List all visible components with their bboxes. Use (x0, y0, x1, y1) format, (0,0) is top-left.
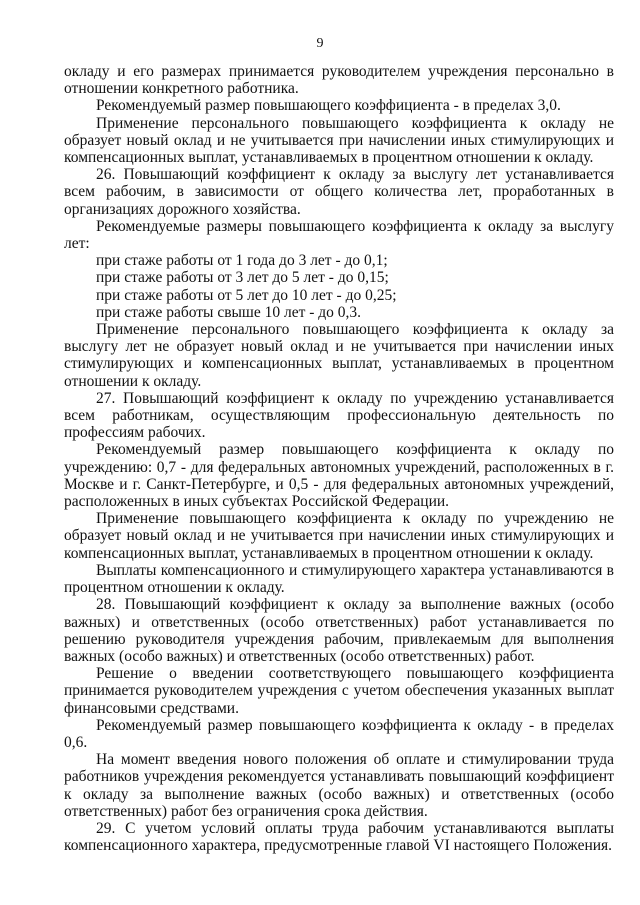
paragraph: Применение персонального повышающего коэффициента к окладу не образует новый оклад и не учитывается при начислении иных стимулирующих и компенсационных выплат, устанавливаемых в процентном отношении к окладу. (64, 114, 614, 167)
paragraph-clause-29: 29. С учетом условий оплаты труда рабочим устанавливаются выплаты компенсационного характера, предусмотренные главой VI настоящего Положения. (64, 819, 614, 855)
list-item-seniority (64, 252, 614, 321)
seniority-rate-4: при стаже работы свыше 10 лет - до 0,3. (96, 303, 362, 321)
paragraph: Рекомендуемый размер повышающего коэффициента к окладу - в пределах 0,6. (64, 716, 614, 751)
paragraph-clause-26: 26. Повышающий коэффициент к окладу за выслугу лет устанавливается всем рабочим, в зависимости от общего количества лет, проработанных в организациях дорожного хозяйства. (64, 166, 614, 218)
paragraph: На момент введения нового положения об оплате и стимулировании труда работников учреждения рекомендуется устанавливать повышающий коэффициент к окладу за выполнение важных (особо важных) и ответственных (особо ответственных) работ без ограничения срока действия. (64, 751, 614, 820)
document-body (64, 63, 614, 854)
paragraph: Рекомендуемый размер повышающего коэффициента к окладу по учреждению: 0,7 - для федеральных автономных учреждений, расположенных в г. Москве и г. Санкт-Петербурге, и 0,5 - для федеральных автономных учреждений, расположенных в иных субъектах Российской Федерации. (64, 441, 614, 511)
paragraph: Рекомендуемые размеры повышающего коэффициента к окладу за выслугу лет: (64, 217, 614, 253)
page-number: 9 (316, 36, 324, 51)
paragraph: Выплаты компенсационного и стимулирующего характера устанавливаются в процентном отношении к окладу. (64, 561, 614, 597)
seniority-rate-2: при стаже работы от 3 лет до 5 лет - до 0,15; (96, 269, 389, 287)
paragraph: Решение о введении соответствующего повышающего коэффициента принимается руководителем учреждения с учетом обеспечения указанных выплат финансовыми средствами. (64, 665, 614, 717)
paragraph: Рекомендуемый размер повышающего коэффициента - в пределах 3,0. (96, 97, 561, 115)
paragraph-continuation: окладу и его размерах принимается руководителем учреждения персонально в отношении конкретного работника. (64, 63, 614, 98)
paragraph-clause-28: 28. Повышающий коэффициент к окладу за выполнение важных (особо важных) и ответственных (особо ответственных) работ устанавливается по решению руководителя учреждения рабочим, привлекаемым для выполнения важных (особо важных) и ответственных (особо ответственных) работ. (64, 596, 614, 665)
paragraph: Применение персонального повышающего коэффициента к окладу за выслугу лет не образует новый оклад и не учитывается при начислении иных стимулирующих и компенсационных выплат, устанавливаемых в процентном отношении к окладу. (64, 321, 614, 390)
seniority-rate-3: при стаже работы от 5 лет до 10 лет - до 0,25; (96, 286, 397, 304)
paragraph-clause-27: 27. Повышающий коэффициент к окладу по учреждению устанавливается всем работникам, осуществляющим профессиональную деятельность по профессиям рабочих. (64, 389, 614, 442)
seniority-rate-1: при стаже работы от 1 года до 3 лет - до 0,1; (96, 252, 388, 270)
paragraph: Применение повышающего коэффициента к окладу по учреждению не образует новый оклад и не учитывается при начислении иных стимулирующих и компенсационных выплат, устанавливаемых в процентном отношении к окладу. (64, 510, 614, 562)
